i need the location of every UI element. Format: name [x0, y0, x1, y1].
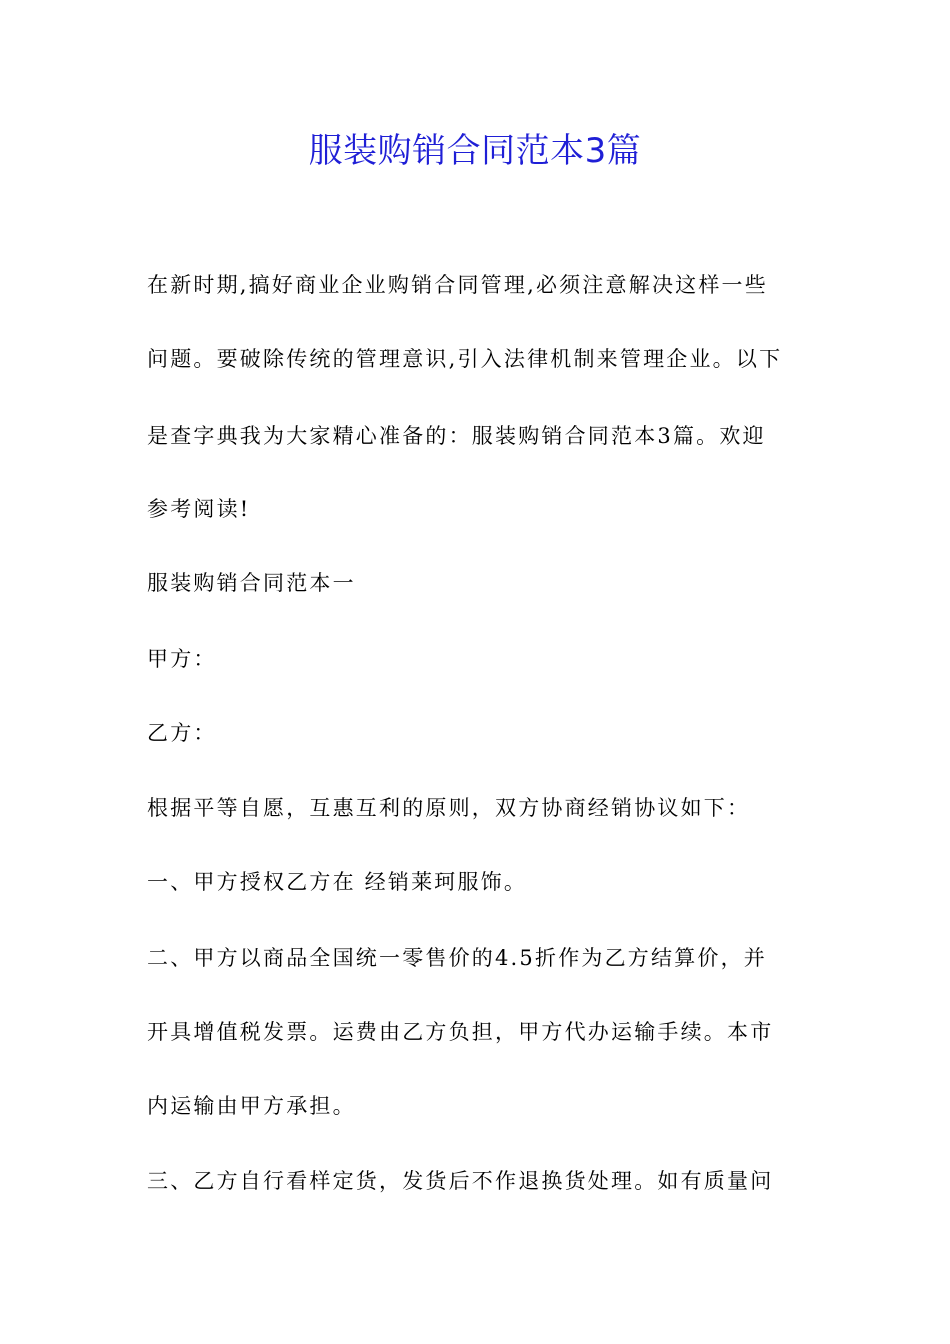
party-a-line: 甲方：	[147, 647, 217, 671]
clause-3-line-1: 三、乙方自行看样定货，发货后不作退换货处理。如有质量问	[147, 1169, 774, 1193]
section-heading: 服装购销合同范本一	[147, 571, 356, 595]
preamble-line: 根据平等自愿，互惠互利的原则，双方协商经销协议如下：	[147, 796, 751, 820]
intro-line-1: 在新时期,搞好商业企业购销合同管理,必须注意解决这样一些	[147, 273, 768, 297]
document-title: 服装购销合同范本3篇	[308, 131, 642, 171]
clause-1-line: 一、甲方授权乙方在 经销莱珂服饰。	[147, 870, 528, 894]
party-b-line: 乙方：	[147, 721, 217, 745]
clause-2-line-3: 内运输由甲方承担。	[147, 1094, 356, 1118]
clause-2-line-1: 二、甲方以商品全国统一零售价的4.5折作为乙方结算价，并	[147, 946, 767, 970]
intro-line-2: 问题。要破除传统的管理意识,引入法律机制来管理企业。以下	[147, 347, 783, 371]
intro-line-3: 是查字典我为大家精心准备的：服装购销合同范本3篇。欢迎	[147, 424, 766, 448]
clause-2-line-2: 开具增值税发票。运费由乙方负担，甲方代办运输手续。本市	[147, 1020, 774, 1044]
intro-line-4: 参考阅读!	[147, 497, 251, 521]
